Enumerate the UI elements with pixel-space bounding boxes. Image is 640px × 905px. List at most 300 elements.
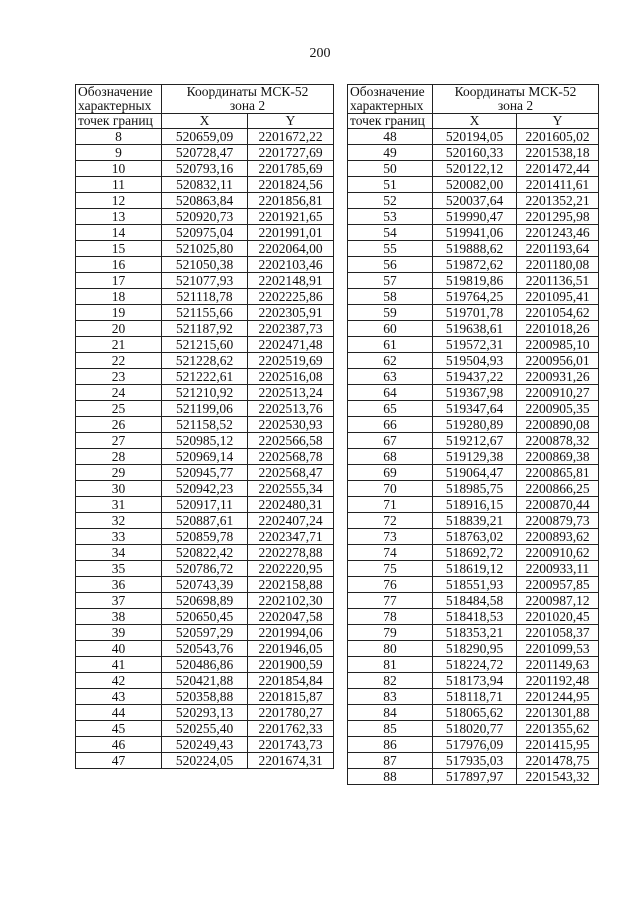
y-coordinate-cell: 2200910,27 bbox=[517, 385, 599, 401]
point-number-cell: 12 bbox=[76, 193, 162, 209]
y-coordinate-cell: 2202568,47 bbox=[248, 465, 334, 481]
table-row bbox=[348, 481, 599, 497]
table-row bbox=[348, 721, 599, 737]
y-coordinate-cell: 2201149,63 bbox=[517, 657, 599, 673]
point-number-cell: 70 bbox=[348, 481, 433, 497]
table-row bbox=[76, 145, 334, 161]
y-coordinate-cell: 2202220,95 bbox=[248, 561, 334, 577]
y-coordinate-cell: 2202407,24 bbox=[248, 513, 334, 529]
y-coordinate-cell: 2200957,85 bbox=[517, 577, 599, 593]
point-number-cell: 36 bbox=[76, 577, 162, 593]
point-number-cell: 53 bbox=[348, 209, 433, 225]
x-coordinate-cell: 518916,15 bbox=[433, 497, 517, 513]
y-coordinate-cell: 2202064,00 bbox=[248, 241, 334, 257]
page-number: 200 bbox=[309, 46, 331, 61]
table-row bbox=[348, 769, 599, 785]
x-coordinate-cell: 520194,05 bbox=[433, 129, 517, 145]
point-number-cell: 27 bbox=[76, 433, 162, 449]
table-row bbox=[76, 401, 334, 417]
table-row bbox=[76, 417, 334, 433]
y-coordinate-cell: 2201295,98 bbox=[517, 209, 599, 225]
y-coordinate-cell: 2200879,73 bbox=[517, 513, 599, 529]
x-coordinate-cell: 517935,03 bbox=[433, 753, 517, 769]
y-coordinate-cell: 2200866,25 bbox=[517, 481, 599, 497]
x-coordinate-cell: 521222,61 bbox=[162, 369, 248, 385]
table-row bbox=[76, 561, 334, 577]
table-row bbox=[348, 225, 599, 241]
point-number-cell: 17 bbox=[76, 273, 162, 289]
point-number-cell: 44 bbox=[76, 705, 162, 721]
x-coordinate-cell: 520421,88 bbox=[162, 673, 248, 689]
x-coordinate-cell: 520122,12 bbox=[433, 161, 517, 177]
x-coordinate-cell: 521158,52 bbox=[162, 417, 248, 433]
y-coordinate-cell: 2202305,91 bbox=[248, 305, 334, 321]
x-coordinate-cell: 518551,93 bbox=[433, 577, 517, 593]
point-label-header-cont bbox=[348, 114, 433, 129]
table-row bbox=[76, 465, 334, 481]
y-coordinate-cell: 2201856,81 bbox=[248, 193, 334, 209]
y-coordinate-cell: 2200878,32 bbox=[517, 433, 599, 449]
y-coordinate-cell: 2202387,73 bbox=[248, 321, 334, 337]
x-coordinate-cell: 520728,47 bbox=[162, 145, 248, 161]
y-coordinate-cell: 2202347,71 bbox=[248, 529, 334, 545]
table-row bbox=[348, 305, 599, 321]
header-line: точек границ bbox=[350, 113, 425, 128]
y-coordinate-cell: 2202516,08 bbox=[248, 369, 334, 385]
x-coordinate-cell: 517976,09 bbox=[433, 737, 517, 753]
y-coordinate-cell: 2201058,37 bbox=[517, 625, 599, 641]
y-coordinate-cell: 2200869,38 bbox=[517, 449, 599, 465]
point-number-cell: 50 bbox=[348, 161, 433, 177]
x-coordinate-cell: 520224,05 bbox=[162, 753, 248, 769]
y-coordinate-cell: 2201244,95 bbox=[517, 689, 599, 705]
point-number-cell: 63 bbox=[348, 369, 433, 385]
table-row bbox=[76, 193, 334, 209]
table-row bbox=[348, 257, 599, 273]
x-coordinate-cell: 520543,76 bbox=[162, 641, 248, 657]
point-number-cell: 79 bbox=[348, 625, 433, 641]
y-coordinate-cell: 2202102,30 bbox=[248, 593, 334, 609]
y-coordinate-cell: 2202480,31 bbox=[248, 497, 334, 513]
x-coordinate-cell: 520945,77 bbox=[162, 465, 248, 481]
point-number-cell: 13 bbox=[76, 209, 162, 225]
y-coordinate-cell: 2200893,62 bbox=[517, 529, 599, 545]
table-row bbox=[348, 369, 599, 385]
x-coordinate-cell: 520249,43 bbox=[162, 737, 248, 753]
point-number-cell: 59 bbox=[348, 305, 433, 321]
x-coordinate-cell: 519701,78 bbox=[433, 305, 517, 321]
x-coordinate-cell: 520037,64 bbox=[433, 193, 517, 209]
y-coordinate-cell: 2202148,91 bbox=[248, 273, 334, 289]
point-number-cell: 62 bbox=[348, 353, 433, 369]
y-coordinate-cell: 2200933,11 bbox=[517, 561, 599, 577]
point-number-cell: 86 bbox=[348, 737, 433, 753]
point-number-cell: 87 bbox=[348, 753, 433, 769]
table-row bbox=[348, 161, 599, 177]
table-row bbox=[348, 545, 599, 561]
table-row bbox=[76, 529, 334, 545]
table-row bbox=[348, 561, 599, 577]
x-coordinate-cell: 520942,23 bbox=[162, 481, 248, 497]
x-coordinate-cell: 519367,98 bbox=[433, 385, 517, 401]
y-coordinate-cell: 2202047,58 bbox=[248, 609, 334, 625]
x-coordinate-cell: 519572,31 bbox=[433, 337, 517, 353]
y-coordinate-cell: 2200956,01 bbox=[517, 353, 599, 369]
y-header: Y bbox=[248, 114, 334, 129]
y-coordinate-cell: 2201472,44 bbox=[517, 161, 599, 177]
table-row bbox=[76, 385, 334, 401]
table-row bbox=[76, 289, 334, 305]
point-number-cell: 65 bbox=[348, 401, 433, 417]
table-row bbox=[76, 337, 334, 353]
x-coordinate-cell: 521215,60 bbox=[162, 337, 248, 353]
x-coordinate-cell: 518763,02 bbox=[433, 529, 517, 545]
y-coordinate-cell: 2201921,65 bbox=[248, 209, 334, 225]
y-coordinate-cell: 2201415,95 bbox=[517, 737, 599, 753]
x-coordinate-cell: 519764,25 bbox=[433, 289, 517, 305]
x-coordinate-cell: 518418,53 bbox=[433, 609, 517, 625]
point-number-cell: 28 bbox=[76, 449, 162, 465]
point-number-cell: 35 bbox=[76, 561, 162, 577]
y-coordinate-cell: 2200987,12 bbox=[517, 593, 599, 609]
point-number-cell: 82 bbox=[348, 673, 433, 689]
table-row bbox=[348, 209, 599, 225]
header-line: зона 2 bbox=[229, 98, 266, 113]
table-row bbox=[348, 289, 599, 305]
point-number-cell: 23 bbox=[76, 369, 162, 385]
x-coordinate-cell: 518224,72 bbox=[433, 657, 517, 673]
x-coordinate-cell: 517897,97 bbox=[433, 769, 517, 785]
point-number-cell: 52 bbox=[348, 193, 433, 209]
table-row bbox=[348, 177, 599, 193]
x-coordinate-cell: 520597,29 bbox=[162, 625, 248, 641]
table-row bbox=[348, 273, 599, 289]
point-number-cell: 54 bbox=[348, 225, 433, 241]
table-row bbox=[76, 545, 334, 561]
x-coordinate-cell: 520832,11 bbox=[162, 177, 248, 193]
point-label-header bbox=[348, 85, 433, 114]
point-number-cell: 15 bbox=[76, 241, 162, 257]
point-number-cell: 81 bbox=[348, 657, 433, 673]
table-row bbox=[76, 673, 334, 689]
x-header: X bbox=[162, 114, 248, 129]
x-coordinate-cell: 520082,00 bbox=[433, 177, 517, 193]
point-number-cell: 72 bbox=[348, 513, 433, 529]
table-row bbox=[348, 337, 599, 353]
header-line: характерных bbox=[78, 98, 152, 113]
y-coordinate-cell: 2200865,81 bbox=[517, 465, 599, 481]
y-coordinate-cell: 2202568,78 bbox=[248, 449, 334, 465]
table-row bbox=[76, 609, 334, 625]
table-row bbox=[76, 433, 334, 449]
point-label-header-cont bbox=[76, 114, 162, 129]
x-coordinate-cell: 519064,47 bbox=[433, 465, 517, 481]
x-coordinate-cell: 520659,09 bbox=[162, 129, 248, 145]
point-number-cell: 41 bbox=[76, 657, 162, 673]
x-coordinate-cell: 518118,71 bbox=[433, 689, 517, 705]
x-coordinate-cell: 518173,94 bbox=[433, 673, 517, 689]
point-number-cell: 55 bbox=[348, 241, 433, 257]
table-row bbox=[348, 401, 599, 417]
table-row bbox=[76, 497, 334, 513]
header-line: зона 2 bbox=[497, 98, 534, 113]
y-coordinate-cell: 2202471,48 bbox=[248, 337, 334, 353]
y-coordinate-cell: 2201900,59 bbox=[248, 657, 334, 673]
x-coordinate-cell: 518353,21 bbox=[433, 625, 517, 641]
left-table-body bbox=[76, 129, 334, 769]
table-row bbox=[76, 625, 334, 641]
x-coordinate-cell: 520975,04 bbox=[162, 225, 248, 241]
point-number-cell: 9 bbox=[76, 145, 162, 161]
table-row bbox=[76, 273, 334, 289]
table-row bbox=[348, 193, 599, 209]
table-row bbox=[76, 369, 334, 385]
point-number-cell: 68 bbox=[348, 449, 433, 465]
point-number-cell: 78 bbox=[348, 609, 433, 625]
point-number-cell: 22 bbox=[76, 353, 162, 369]
point-number-cell: 76 bbox=[348, 577, 433, 593]
table-row bbox=[76, 241, 334, 257]
x-coordinate-cell: 519990,47 bbox=[433, 209, 517, 225]
x-coordinate-cell: 520985,12 bbox=[162, 433, 248, 449]
y-coordinate-cell: 2202519,69 bbox=[248, 353, 334, 369]
point-number-cell: 11 bbox=[76, 177, 162, 193]
table-row bbox=[348, 705, 599, 721]
x-coordinate-cell: 520917,11 bbox=[162, 497, 248, 513]
table-row bbox=[76, 161, 334, 177]
point-number-cell: 40 bbox=[76, 641, 162, 657]
y-coordinate-cell: 2200905,35 bbox=[517, 401, 599, 417]
table-row bbox=[348, 593, 599, 609]
y-coordinate-cell: 2202566,58 bbox=[248, 433, 334, 449]
point-number-cell: 16 bbox=[76, 257, 162, 273]
y-coordinate-cell: 2201180,08 bbox=[517, 257, 599, 273]
point-number-cell: 34 bbox=[76, 545, 162, 561]
table-row bbox=[348, 353, 599, 369]
x-coordinate-cell: 520859,78 bbox=[162, 529, 248, 545]
point-number-cell: 26 bbox=[76, 417, 162, 433]
table-row bbox=[348, 609, 599, 625]
x-coordinate-cell: 519212,67 bbox=[433, 433, 517, 449]
point-number-cell: 57 bbox=[348, 273, 433, 289]
x-coordinate-cell: 519819,86 bbox=[433, 273, 517, 289]
x-coordinate-cell: 520160,33 bbox=[433, 145, 517, 161]
table-row bbox=[76, 321, 334, 337]
table-row bbox=[348, 321, 599, 337]
table-row bbox=[76, 481, 334, 497]
point-number-cell: 20 bbox=[76, 321, 162, 337]
table-row bbox=[76, 209, 334, 225]
table-row bbox=[348, 417, 599, 433]
y-coordinate-cell: 2201136,51 bbox=[517, 273, 599, 289]
point-number-cell: 43 bbox=[76, 689, 162, 705]
point-number-cell: 71 bbox=[348, 497, 433, 513]
point-number-cell: 31 bbox=[76, 497, 162, 513]
table-row bbox=[76, 641, 334, 657]
y-coordinate-cell: 2201762,33 bbox=[248, 721, 334, 737]
x-coordinate-cell: 520358,88 bbox=[162, 689, 248, 705]
point-number-cell: 74 bbox=[348, 545, 433, 561]
point-number-cell: 25 bbox=[76, 401, 162, 417]
x-coordinate-cell: 520793,16 bbox=[162, 161, 248, 177]
x-coordinate-cell: 520822,42 bbox=[162, 545, 248, 561]
y-coordinate-cell: 2201815,87 bbox=[248, 689, 334, 705]
point-number-cell: 60 bbox=[348, 321, 433, 337]
y-coordinate-cell: 2201994,06 bbox=[248, 625, 334, 641]
x-coordinate-cell: 519872,62 bbox=[433, 257, 517, 273]
y-coordinate-cell: 2201785,69 bbox=[248, 161, 334, 177]
y-header: Y bbox=[517, 114, 599, 129]
x-coordinate-cell: 521118,78 bbox=[162, 289, 248, 305]
x-coordinate-cell: 520255,40 bbox=[162, 721, 248, 737]
point-number-cell: 56 bbox=[348, 257, 433, 273]
y-coordinate-cell: 2201543,32 bbox=[517, 769, 599, 785]
point-number-cell: 14 bbox=[76, 225, 162, 241]
table-row bbox=[76, 593, 334, 609]
table-row bbox=[348, 625, 599, 641]
right-table-body bbox=[348, 129, 599, 785]
table-row bbox=[348, 241, 599, 257]
table-row bbox=[76, 577, 334, 593]
x-coordinate-cell: 518692,72 bbox=[433, 545, 517, 561]
point-number-cell: 67 bbox=[348, 433, 433, 449]
point-number-cell: 21 bbox=[76, 337, 162, 353]
table-row bbox=[76, 737, 334, 753]
x-coordinate-cell: 519280,89 bbox=[433, 417, 517, 433]
y-coordinate-cell: 2202278,88 bbox=[248, 545, 334, 561]
y-coordinate-cell: 2200870,44 bbox=[517, 497, 599, 513]
x-coordinate-cell: 518065,62 bbox=[433, 705, 517, 721]
point-number-cell: 80 bbox=[348, 641, 433, 657]
table-row bbox=[76, 449, 334, 465]
point-number-cell: 45 bbox=[76, 721, 162, 737]
coordinates-table-right bbox=[347, 84, 599, 785]
y-coordinate-cell: 2200910,62 bbox=[517, 545, 599, 561]
y-coordinate-cell: 2201538,18 bbox=[517, 145, 599, 161]
point-number-cell: 37 bbox=[76, 593, 162, 609]
x-coordinate-cell: 519638,61 bbox=[433, 321, 517, 337]
x-coordinate-cell: 521155,66 bbox=[162, 305, 248, 321]
x-coordinate-cell: 521199,06 bbox=[162, 401, 248, 417]
table-row bbox=[76, 753, 334, 769]
point-number-cell: 47 bbox=[76, 753, 162, 769]
x-coordinate-cell: 520863,84 bbox=[162, 193, 248, 209]
y-coordinate-cell: 2201095,41 bbox=[517, 289, 599, 305]
x-coordinate-cell: 519888,62 bbox=[433, 241, 517, 257]
point-number-cell: 73 bbox=[348, 529, 433, 545]
point-number-cell: 18 bbox=[76, 289, 162, 305]
x-coordinate-cell: 518290,95 bbox=[433, 641, 517, 657]
point-number-cell: 75 bbox=[348, 561, 433, 577]
point-number-cell: 66 bbox=[348, 417, 433, 433]
table-row bbox=[76, 657, 334, 673]
table-row bbox=[348, 529, 599, 545]
point-number-cell: 61 bbox=[348, 337, 433, 353]
table-row bbox=[76, 257, 334, 273]
y-coordinate-cell: 2201020,45 bbox=[517, 609, 599, 625]
header-line: Координаты МСК-52 bbox=[454, 84, 577, 99]
point-number-cell: 32 bbox=[76, 513, 162, 529]
y-coordinate-cell: 2200890,08 bbox=[517, 417, 599, 433]
x-coordinate-cell: 521025,80 bbox=[162, 241, 248, 257]
coordinates-table-left bbox=[75, 84, 334, 769]
x-header: X bbox=[433, 114, 517, 129]
table-row bbox=[76, 129, 334, 145]
y-coordinate-cell: 2201674,31 bbox=[248, 753, 334, 769]
point-number-cell: 58 bbox=[348, 289, 433, 305]
x-coordinate-cell: 519347,64 bbox=[433, 401, 517, 417]
y-coordinate-cell: 2201411,61 bbox=[517, 177, 599, 193]
x-coordinate-cell: 519129,38 bbox=[433, 449, 517, 465]
point-number-cell: 49 bbox=[348, 145, 433, 161]
x-coordinate-cell: 520920,73 bbox=[162, 209, 248, 225]
x-coordinate-cell: 518985,75 bbox=[433, 481, 517, 497]
y-coordinate-cell: 2201946,05 bbox=[248, 641, 334, 657]
point-number-cell: 38 bbox=[76, 609, 162, 625]
table-row bbox=[348, 641, 599, 657]
table-row bbox=[348, 753, 599, 769]
y-coordinate-cell: 2201727,69 bbox=[248, 145, 334, 161]
y-coordinate-cell: 2202555,34 bbox=[248, 481, 334, 497]
x-coordinate-cell: 520293,13 bbox=[162, 705, 248, 721]
table-row bbox=[348, 737, 599, 753]
table-row bbox=[76, 177, 334, 193]
point-number-cell: 30 bbox=[76, 481, 162, 497]
header-line: точек границ bbox=[78, 113, 153, 128]
point-number-cell: 19 bbox=[76, 305, 162, 321]
table-row bbox=[348, 497, 599, 513]
table-row bbox=[348, 513, 599, 529]
x-coordinate-cell: 521228,62 bbox=[162, 353, 248, 369]
table-row bbox=[76, 353, 334, 369]
y-coordinate-cell: 2202530,93 bbox=[248, 417, 334, 433]
y-coordinate-cell: 2201780,27 bbox=[248, 705, 334, 721]
y-coordinate-cell: 2201301,88 bbox=[517, 705, 599, 721]
point-number-cell: 24 bbox=[76, 385, 162, 401]
point-number-cell: 88 bbox=[348, 769, 433, 785]
point-number-cell: 42 bbox=[76, 673, 162, 689]
table-row bbox=[348, 449, 599, 465]
y-coordinate-cell: 2201743,73 bbox=[248, 737, 334, 753]
y-coordinate-cell: 2201352,21 bbox=[517, 193, 599, 209]
coords-system-header bbox=[162, 85, 334, 114]
point-number-cell: 33 bbox=[76, 529, 162, 545]
coords-system-header bbox=[433, 85, 599, 114]
point-number-cell: 64 bbox=[348, 385, 433, 401]
x-coordinate-cell: 520743,39 bbox=[162, 577, 248, 593]
y-coordinate-cell: 2201018,26 bbox=[517, 321, 599, 337]
point-number-cell: 48 bbox=[348, 129, 433, 145]
x-coordinate-cell: 520887,61 bbox=[162, 513, 248, 529]
point-number-cell: 85 bbox=[348, 721, 433, 737]
y-coordinate-cell: 2201099,53 bbox=[517, 641, 599, 657]
y-coordinate-cell: 2202513,76 bbox=[248, 401, 334, 417]
point-number-cell: 10 bbox=[76, 161, 162, 177]
y-coordinate-cell: 2200931,26 bbox=[517, 369, 599, 385]
y-coordinate-cell: 2202158,88 bbox=[248, 577, 334, 593]
y-coordinate-cell: 2201478,75 bbox=[517, 753, 599, 769]
y-coordinate-cell: 2201243,46 bbox=[517, 225, 599, 241]
header-line: Обозначение bbox=[78, 84, 153, 99]
y-coordinate-cell: 2201355,62 bbox=[517, 721, 599, 737]
y-coordinate-cell: 2202513,24 bbox=[248, 385, 334, 401]
table-row bbox=[348, 657, 599, 673]
point-number-cell: 51 bbox=[348, 177, 433, 193]
y-coordinate-cell: 2201824,56 bbox=[248, 177, 334, 193]
point-number-cell: 39 bbox=[76, 625, 162, 641]
point-number-cell: 46 bbox=[76, 737, 162, 753]
x-coordinate-cell: 519941,06 bbox=[433, 225, 517, 241]
